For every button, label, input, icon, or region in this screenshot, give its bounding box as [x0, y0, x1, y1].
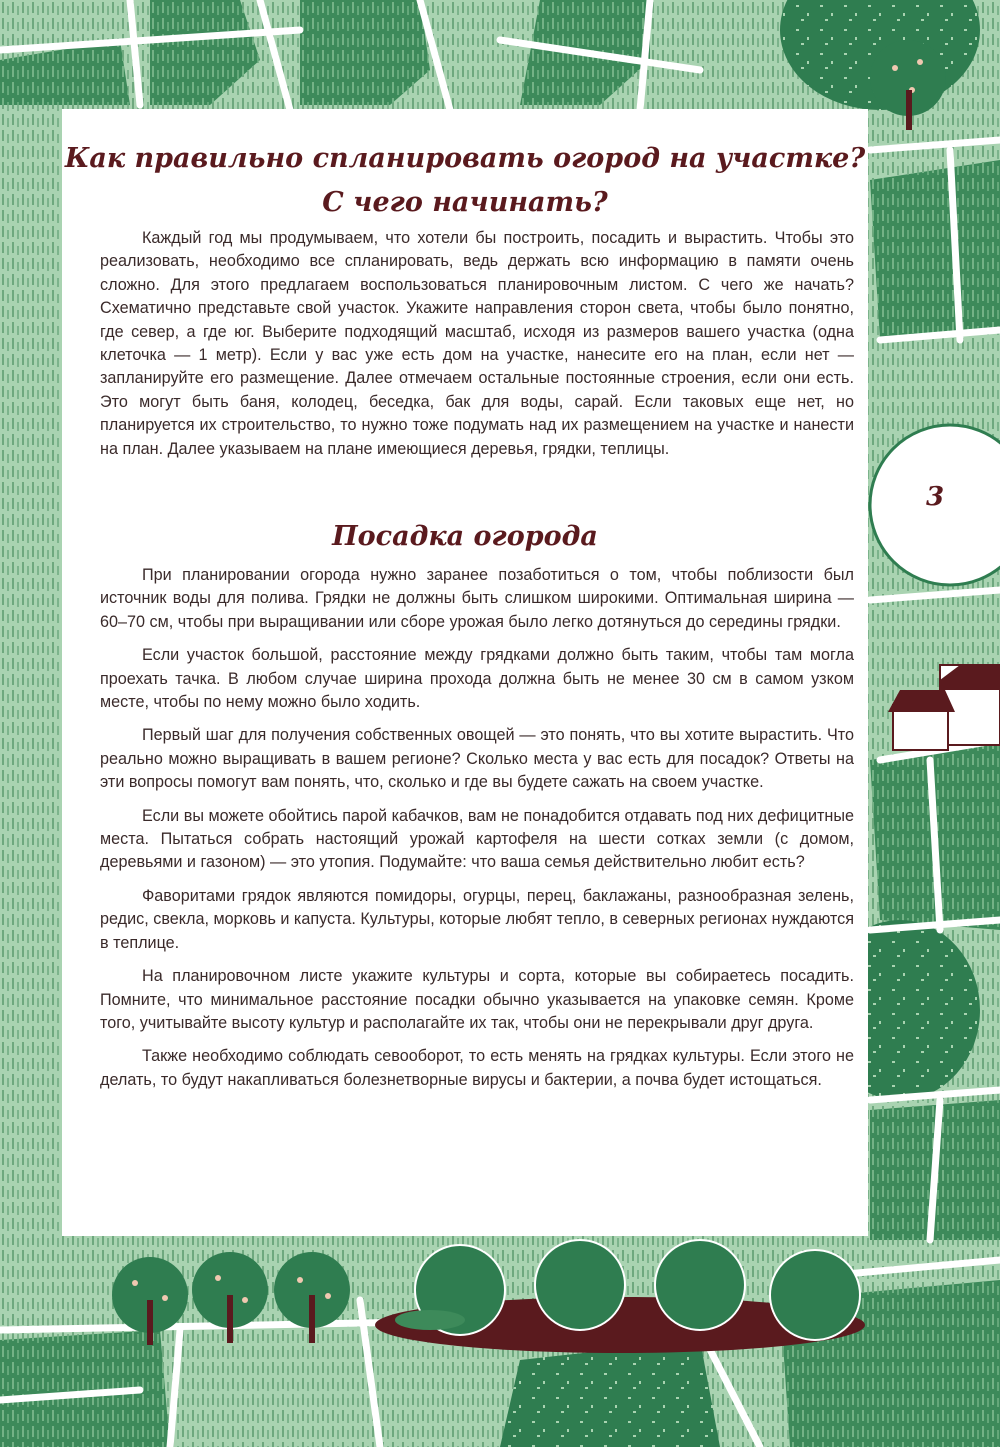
- content-panel: [62, 109, 868, 1236]
- paragraph: Если участок большой, расстояние между грядками должно быть таким, чтобы там могла проехать тачка. В любом случае ширина прохода должна быть не менее 30 см в самом узком месте, чтобы по нему можно было ходить.: [100, 646, 854, 712]
- paragraph: Первый шаг для получения собственных овощей — это понять, что вы хотите вырастить. Что реально можно выращивать в вашем регионе? Сколько места у вас есть для посадок? Ответы на эти вопросы помогут вам понять, что, сколько и где вы будете сажать на своем участке.: [100, 726, 854, 792]
- intro-paragraph: Каждый год мы продумываем, что хотели бы построить, посадить и вырастить. Чтобы это реализовать, необходимо все спланировать, ведь держать всю информацию в памяти очень сложно. Для этого предлагаем воспользоваться планировочным листом. С чего же начать? Схематично представьте свой участок. Укажите направления сторон света, чтобы было понятно, где север, а где юг. Выберите подходящий масштаб, исходя из размеров вашего участка (одна клеточка — 1 метр). Если у вас уже есть дом на участке, нанесите его на план, если нет — запланируйте его размещение. Далее отмечаем остальные постоянные строения, если они есть. Это могут быть баня, колодец, беседка, бак для воды, сарай. Если таковых еще нет, но планируется их строительство, то нужно тоже подумать над их размещением на участке и нанести на план. Далее указываем на плане имеющиеся деревья, грядки, теплицы.: [100, 229, 854, 458]
- paragraph: Фаворитами грядок являются помидоры, огурцы, перец, баклажаны, разнообразная зелень, редис, свекла, морковь и капуста. Культуры, которые любят тепло, в северных регионах нуждаются в теплице.: [100, 886, 855, 952]
- paragraph: Если вы можете обойтись парой кабачков, вам не понадобится отдавать под них дефицитные места. Пытаться собрать настоящий урожай картофеля на шести сотках земли (с домом, деревьями и газоном) — это утопия. Подумайте: что ваша семья действительно любит есть?: [100, 806, 854, 872]
- page-title: Как правильно спланировать огород на участке?: [64, 143, 866, 174]
- section-text: [100, 564, 854, 1102]
- page-subtitle: С чего начинать?: [322, 187, 608, 218]
- paragraph: При планировании огорода нужно заранее позаботиться о том, чтобы поблизости был источник воды для полива. Грядки не должны быть слишком широкими. Оптимальная ширина — 60–70 см, чтобы при выращивании или сборе урожая было легко дотянуться до середины грядки.: [100, 566, 854, 631]
- trees-row: [112, 1252, 350, 1345]
- paragraph: Также необходимо соблюдать севооборот, то есть менять на грядках культуры. Если этого не делать, то будут накапливаться болезнетворные вирусы и бактерии, а почва будет истощаться.: [100, 1047, 854, 1089]
- paragraph: На планировочном листе укажите культуры и сорта, которые вы собираетесь посадить. Помните, что минимальное расстояние посадки обычно указывается на упаковке семян. Кроме того, учитывайте высоту культур и располагайте их так, чтобы они не перекрывали друг друга.: [100, 967, 854, 1032]
- page-number: 3: [926, 482, 945, 512]
- intro-text: [100, 227, 854, 471]
- section-title: Посадка огорода: [332, 521, 598, 552]
